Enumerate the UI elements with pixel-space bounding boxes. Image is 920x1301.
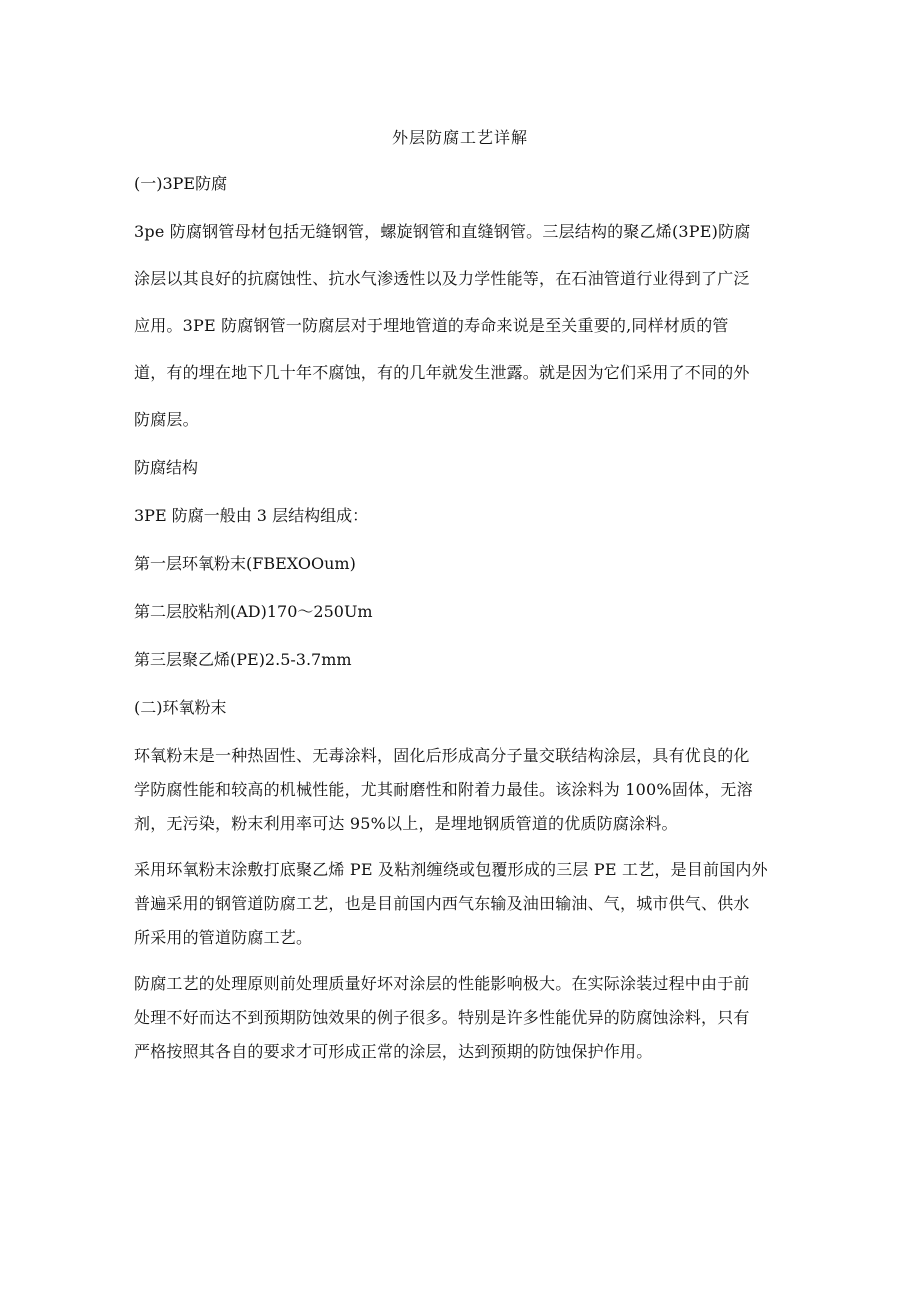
structure-layer-1: 第一层环氧粉末(FBEXOOum) [134, 554, 356, 573]
section-heading-structure: 防腐结构 [134, 458, 199, 477]
paragraph-epoxy-process [134, 858, 788, 950]
structure-intro: 3PE 防腐一般由 3 层结构组成： [134, 506, 369, 525]
paragraph-line: 普遍采用的钢管道防腐工艺，也是目前国内西气东输及油田输油、气，城市供气、供水 [134, 894, 750, 913]
paragraph-line: 应用。3PE 防腐钢管一防腐层对于埋地管道的寿命来说是至关重要的,同样材质的管 [134, 316, 729, 335]
paragraph-line: 防腐层。 [134, 410, 199, 429]
structure-layer-3: 第三层聚乙烯(PE)2.5-3.7mm [134, 650, 352, 669]
section-heading-epoxy: (二)环氧粉末 [134, 698, 227, 717]
paragraph-line: 环氧粉末是一种热固性、无毒涂料，固化后形成高分子量交联结构涂层，具有优良的化 [134, 746, 750, 765]
paragraph-line: 防腐工艺的处理原则前处理质量好坏对涂层的性能影响极大。在实际涂装过程中由于前 [134, 974, 750, 993]
paragraph-pretreatment [134, 972, 788, 1064]
paragraph-line: 学防腐性能和较高的机械性能，尤其耐磨性和附着力最佳。该涂料为 100%固体，无溶 [134, 780, 753, 799]
section-heading-3pe: (一)3PE防腐 [134, 174, 228, 193]
paragraph-line: 所采用的管道防腐工艺。 [134, 928, 313, 947]
paragraph-line: 涂层以其良好的抗腐蚀性、抗水气渗透性以及力学性能等，在石油管道行业得到了广泛 [134, 269, 750, 288]
document-title: 外层防腐工艺详解 [391, 128, 528, 147]
paragraph-3pe-intro [134, 220, 788, 432]
document-body [134, 172, 788, 1075]
paragraph-line: 道，有的埋在地下几十年不腐蚀，有的几年就发生泄露。就是因为它们采用了不同的外 [134, 363, 750, 382]
paragraph-line: 严格按照其各自的要求才可形成正常的涂层，达到预期的防蚀保护作用。 [134, 1042, 653, 1061]
paragraph-line: 3pe 防腐钢管母材包括无缝钢管，螺旋钢管和直缝钢管。三层结构的聚乙烯(3PE)防腐 [134, 222, 751, 241]
paragraph-line: 采用环氧粉末涂敷打底聚乙烯 PE 及粘剂缠绕或包覆形成的三层 PE 工艺，是目前国内外 [134, 860, 768, 879]
structure-layer-2: 第二层胶粘剂(AD)170～250Um [134, 602, 373, 621]
paragraph-line: 剂，无污染，粉末利用率可达 95%以上，是埋地钢质管道的优质防腐涂料。 [134, 814, 678, 833]
paragraph-line: 处理不好而达不到预期防蚀效果的例子很多。特别是许多性能优异的防腐蚀涂料，只有 [134, 1008, 750, 1027]
paragraph-epoxy-intro [134, 744, 788, 836]
